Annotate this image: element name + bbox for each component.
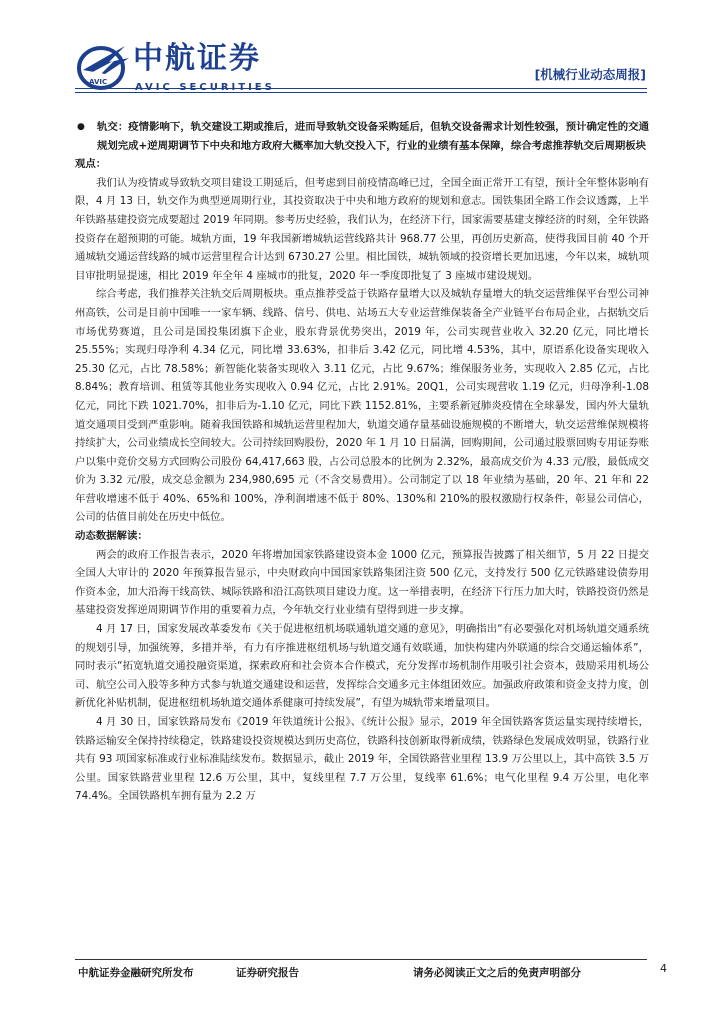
logo-chinese-name: 中航证券	[133, 41, 261, 76]
header-divider-thin	[75, 92, 647, 93]
report-category-tag: [机械行业动态周报]	[534, 67, 646, 82]
header-divider	[75, 88, 647, 89]
logo-mark-text: AVIC	[89, 78, 108, 86]
report-body	[75, 118, 649, 806]
page-number: 4	[660, 962, 667, 975]
footer-divider	[75, 959, 647, 960]
footer-report-type: 证券研究报告	[236, 967, 299, 979]
key-point-title: 轨交：疫情影响下，轨交建设工期或推后，进而导致轨交设备采购延后，但轨交设备需求计划性较强，预计确定性的交通规划完成+逆周期调节下中央和地方政府大概率加大轨交投入下，行业的业绩有基本保障，综合考虑推荐轨交后周期板块	[97, 121, 649, 152]
paragraph: 两会的政府工作报告表示，2020 年将增加国家铁路建设资本金 1000 亿元，预算报告披露了相关细节，5 月 22 日提交全国人大审计的 2020 年预算报告显示，中央财政向中国国家铁路集团注资 500 亿元，支持发行 500 亿元铁路建设债券用作资本金，加大沿海干线高铁、城际铁路和沿江高铁项目建设力度。这一举措表明，在经济下行压力加大时，铁路投资仍然是基建投资发挥逆周期调节作用的重要着力点，今年轨交行业业绩有望得到进一步支撑。	[75, 548, 649, 617]
section-heading-data-interpretation: 动态数据解读：	[75, 530, 148, 543]
paragraph: 4 月 30 日，国家铁路局发布《2019 年铁道统计公报》、《统计公报》显示，2019 年全国铁路客货运量实现持续增长，铁路运输安全保持持续稳定，铁路建设投资规模达到历史高位，铁路科技创新取得新成绩，铁路绿色发展成效明显，铁路行业共有 93 项国家标准或行业标准陆续发布。数据显示，截止 2019 年，全国铁路营业里程 13.9 万公里以上，其中高铁 3.5 万公里。国家铁路营业里程 12.6 万公里，其中，复线里程 7.7 万公里，复线率 61.6%；电气化里程 9.4 万公里，电化率 74.4%。全国铁路机车拥有量为 2.2 万	[75, 716, 649, 803]
footer-disclaimer: 请务必阅读正文之后的免责声明部分	[413, 967, 581, 979]
paragraph: 4 月 17 日，国家发展改革委发布《关于促进枢纽机场联通轨道交通的意见》，明确指出“有必要强化对机场轨道交通系统的规划引导，加强统筹，多措并举，有力有序推进枢纽机场与轨道交通有效联通，加快构建内外联通的综合交通运输体系”，同时表示“拓宽轨道交通投融资渠道，探索政府和社会资本合作模式，充分发挥市场机制作用吸引社会资本，鼓励采用机场公司、航空公司入股等多种方式参与轨道交通建设和运营，发挥综合交通多元主体组团效应。加强政府政策和资金支持力度，创新优化补贴机制，促进枢纽机场轨道交通体系健康可持续发展”，有望为城轨带来增量项目。	[75, 623, 649, 710]
section-heading-viewpoint: 观点：	[75, 158, 107, 171]
company-logo	[75, 34, 335, 96]
bullet-dot-icon: ●	[77, 122, 85, 132]
footer-publisher: 中航证券金融研究所发布	[78, 967, 194, 979]
logo-english-name: AVIC SECURITIES	[135, 82, 275, 93]
paragraph: 我们认为疫情或导致轨交项目建设工期延后，但考虑到目前疫情高峰已过，全国全面正常开工有望，预计全年整体影响有限，4 月 13 日，轨交作为典型逆周期行业，其投资取决于中央和地方政府的规划和意志。国铁集团全路工作会议透露，上半年铁路基建投资完成要超过 2019 年同期。参考历史经验，我们认为，在经济下行，国家需要基建支撑经济的时刻，全年铁路投资存在超预期的可能。城轨方面，19 年我国新增城轨运营线路共计 968.77 公里，再创历史新高，使得我国目前 40 个开通城轨交通运营线路的城市运营里程合计达到 6730.27 公里。相比国铁，城轨领域的投资增长更加迅速，今年以来，城轨项目审批明显提速，相比 2019 年全年 4 座城市的批复，2020 年一季度即批复了 3 座城市建设规划。	[75, 176, 649, 282]
paragraph: 综合考虑，我们推荐关注轨交后周期板块。重点推荐受益于铁路存量增大以及城轨存量增大的轨交运营维保平台型公司神州高铁，公司是目前中国唯一一家车辆、线路、信号、供电、站场五大专业运营维保装备全产业链平台布局企业，占据轨交后市场优势赛道，且公司是国投集团旗下企业，股东背景优势突出，2019 年，公司实现营业收入 32.20 亿元，同比增长 25.55%；实现归母净利 4.34 亿元，同比增 33.63%，扣非后 3.42 亿元，同比增 4.53%，其中，原语系化设备实现收入 25.30 亿元，占比 78.58%；新智能化装备实现收入 3.11 亿元，占比 9.67%；维保服务业务，实现收入 2.85 亿元，占比 8.84%；教育培训、租赁等其他业务实现收入 0.94 亿元，占比 2.91%。20Q1，公司实现营收 1.19 亿元，归母净利-1.08 亿元，同比下跌 1021.70%，扣非后为-1.10 亿元，同比下跌 1152.81%，主要系新冠肺炎疫情在全球暴发，国内外大量轨道交通项目受到严重影响。随着我国铁路和城轨运营里程加大，轨道交通存量基础设施规模的不断增大，轨交运营维保规模将持续扩大，公司业绩成长空间较大。公司持续回购股份，2020 年 1 月 10 日届满，回购期间，公司通过股票回购专用证券账户以集中竞价交易方式回购公司股份 64,417,663 股，占公司总股本的比例为 2.32%，最高成交价为 4.33 元/股，最低成交价为 3.32 元/股，成交总金额为 234,980,695 元（不含交易费用）。公司制定了以 18 年业绩为基础，20 年、21 年和 22 年营收增速不低于 40%、65%和 100%，净利润增速不低于 80%、130%和 210%的股权激励行权条件，彰显公司信心，公司的估值目前处在历史中低位。	[75, 288, 649, 524]
key-point-bullet	[75, 118, 649, 155]
avic-plane-logo-icon	[75, 40, 131, 92]
